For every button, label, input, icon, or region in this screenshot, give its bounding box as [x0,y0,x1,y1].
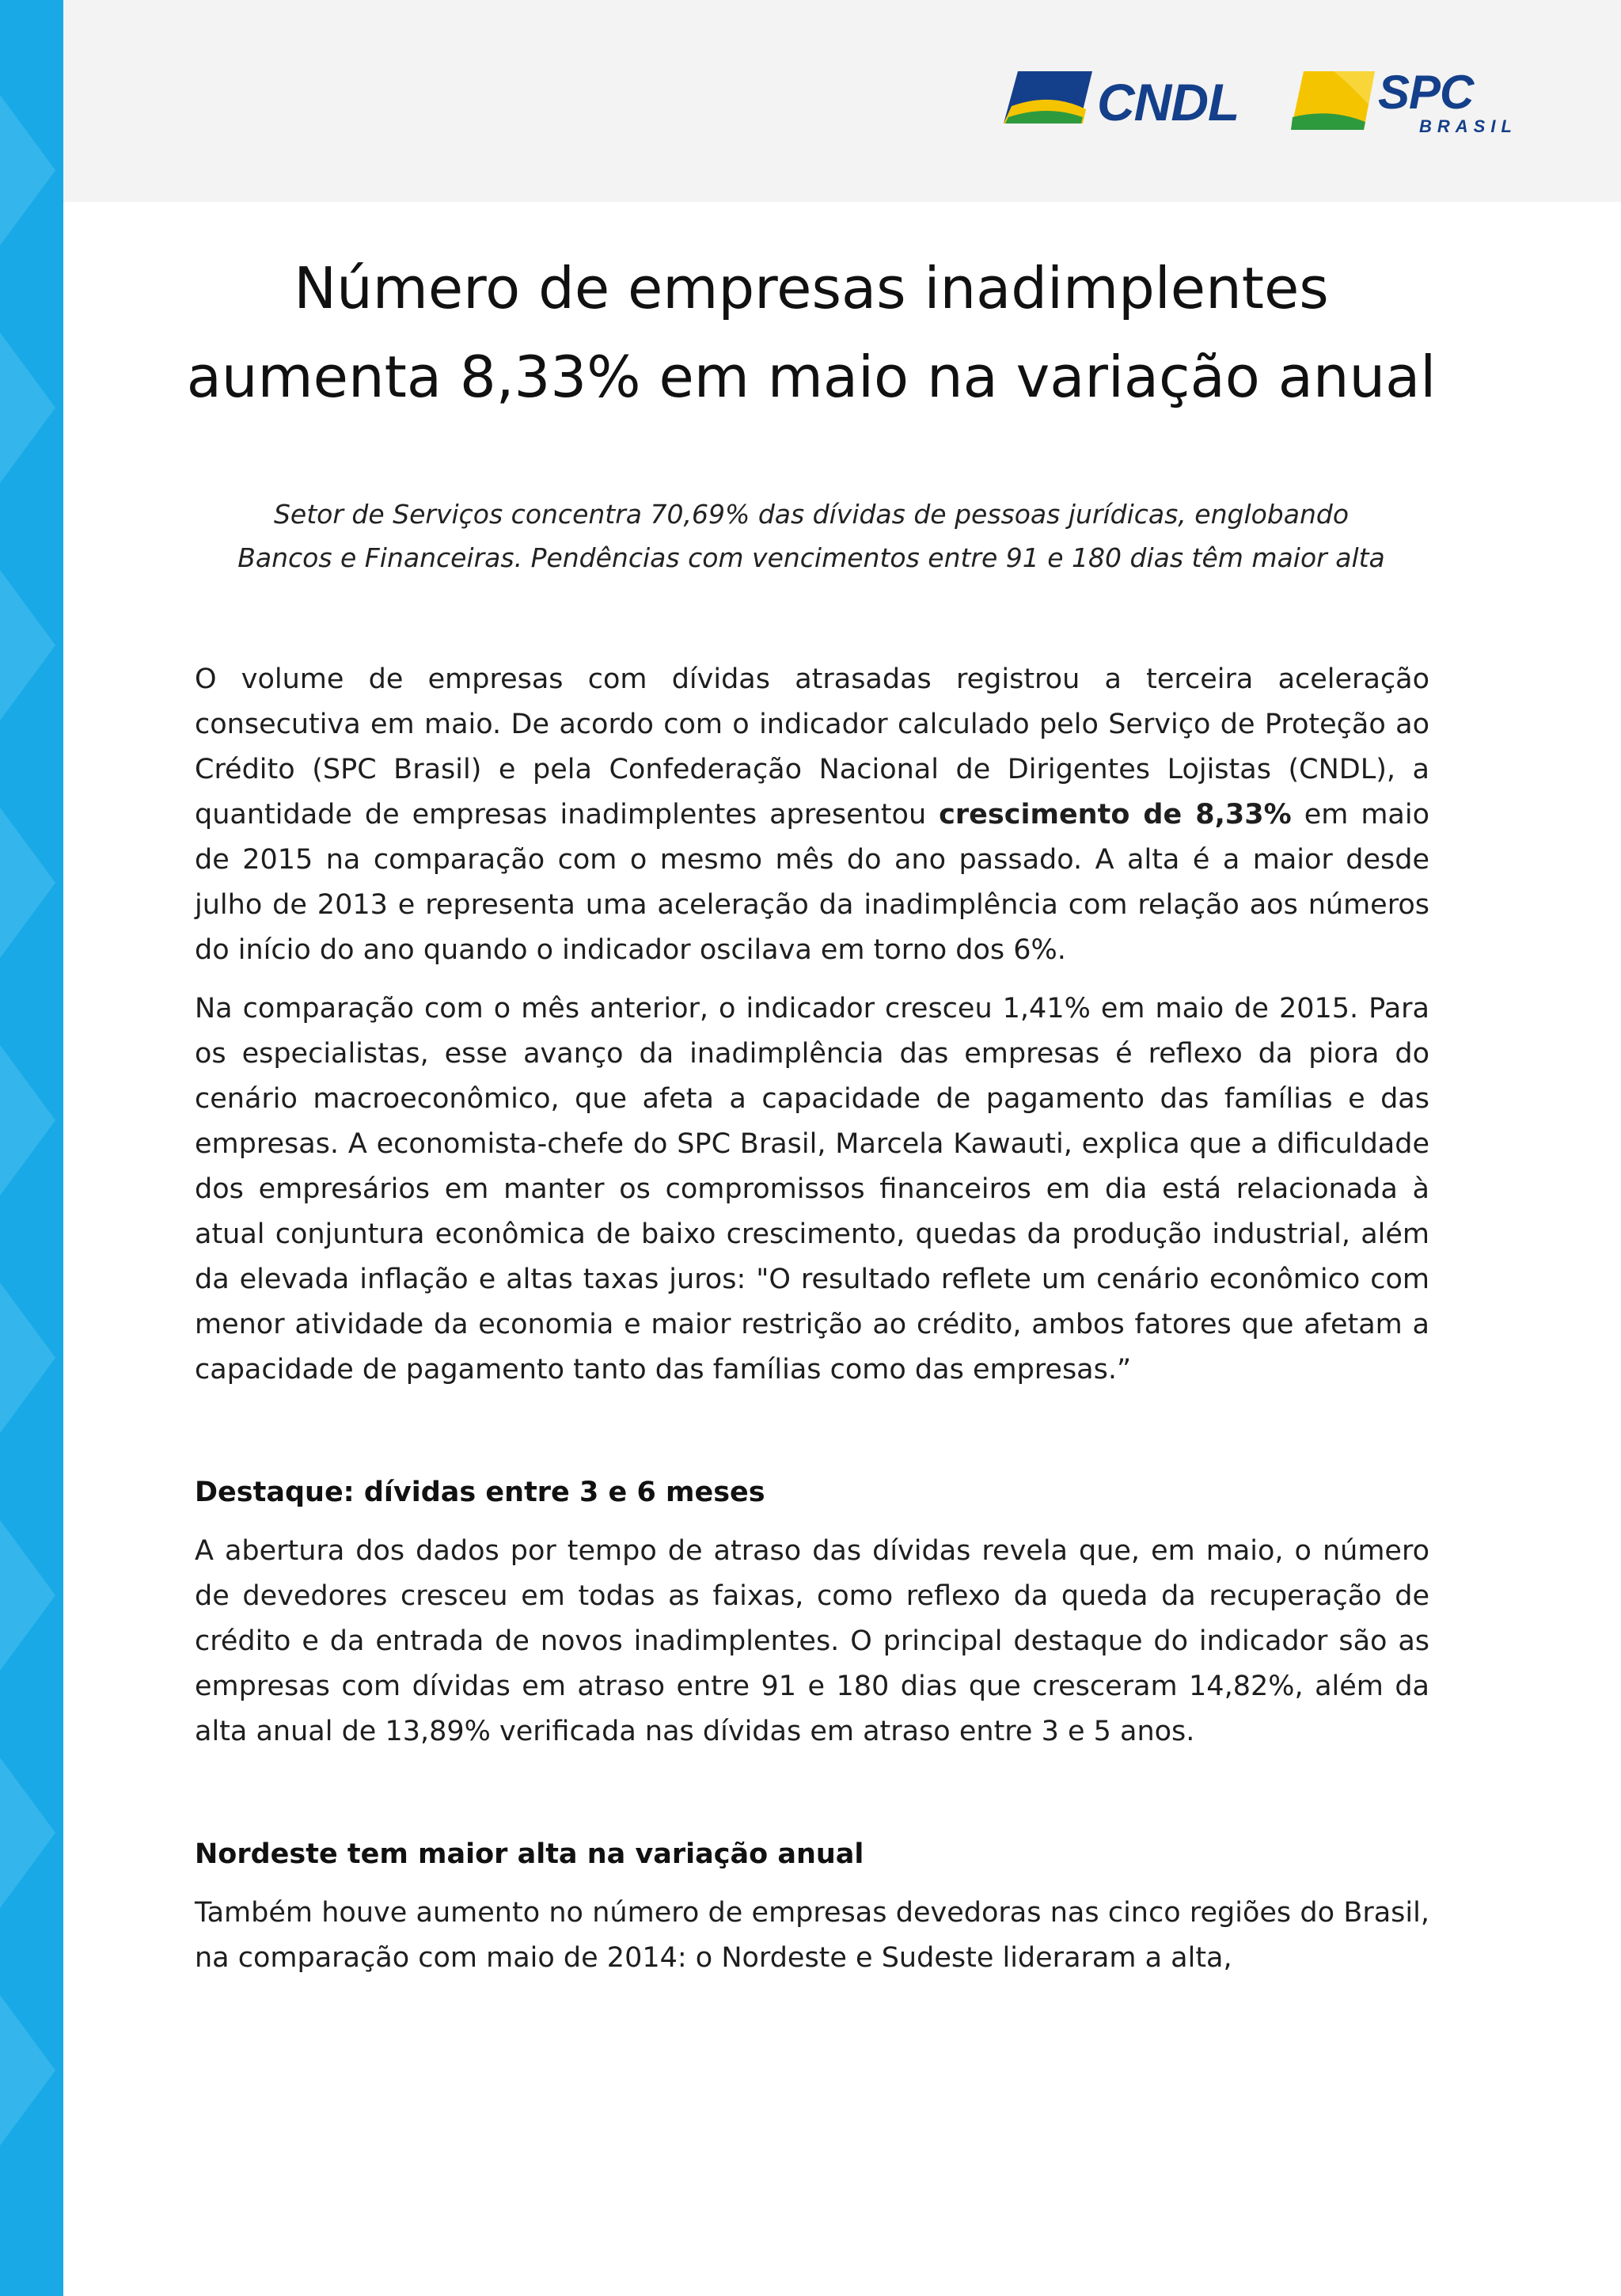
brasil-logo-text: BRASIL [1419,116,1517,136]
cndl-logo-icon [1004,68,1092,136]
paragraph-3: A abertura dos dados por tempo de atraso das dívidas revela que, em maio, o número de devedores cresceu em todas as faixas, como reflexo da queda da recuperação de crédito e da entrada de novos inadimplentes. O principal destaque do indicador são as empresas com dívidas em atraso entre 91 e 180 dias que cresceram 14,82%, além da alta anual de 13,89% verificada nas dívidas em atraso entre 3 e 5 anos. [195,1535,1429,1747]
title-line-1: Número de empresas inadimplentes [294,255,1329,321]
side-decorative-stripe [0,0,63,2296]
title-line-2: aumenta 8,33% em maio na variação anual [186,344,1437,410]
spc-brasil-logo-icon [1286,68,1375,136]
cndl-logo [1004,68,1239,136]
section-heading-nordeste: Nordeste tem maior alta na variação anual [195,1838,864,1870]
document-subtitle [182,492,1441,580]
document-body [195,657,1429,1981]
paragraph-1-text-a: O volume de empresas com dívidas atrasadas registrou a terceira aceleração consecutiva em maio. De acordo com o indicador calculado pelo Serviço de Proteção ao Crédito (SPC Brasil) e pela Confederação Nacional de Dirigentes Lojistas (CNDL), a quantidade de empresas inadimplentes apresentou [195,663,1429,831]
subtitle-line-1: Setor de Serviços concentra 70,69% das dívidas de pessoas jurídicas, englobando [273,499,1350,530]
section-heading-destaque: Destaque: dívidas entre 3 e 6 meses [195,1477,765,1508]
subtitle-line-2: Bancos e Financeiras. Pendências com vencimentos entre 91 e 180 dias têm maior alta [237,542,1385,573]
paragraph-1 [195,657,1429,973]
spc-brasil-logo [1286,68,1517,136]
paragraph-2: Na comparação com o mês anterior, o indicador cresceu 1,41% em maio de 2015. Para os especialistas, esse avanço da inadimplência das empresas é reflexo da piora do cenário macroeconômico, que afeta a capacidade de pagamento das famílias e das empresas. A economista-chefe do SPC Brasil, Marcela Kawauti, explica que a dificuldade dos empresários em manter os compromissos financeiros em dia está relacionada à atual conjuntura econômica de baixo crescimento, quedas da produção industrial, além da elevada inflação e altas taxas juros: "O resultado reflete um cenário econômico com menor atividade da economia e maior restrição ao crédito, ambos fatores que afetam a capacidade de pagamento tanto das famílias como das empresas.” [195,993,1429,1386]
cndl-logo-text: CNDL [1097,73,1239,131]
paragraph-1-highlight: crescimento de 8,33% [939,799,1292,831]
stripe-chevron-pattern [0,0,63,2296]
document-title [142,244,1480,421]
paragraph-4: Também houve aumento no número de empresas devedoras nas cinco regiões do Brasil, na comparação com maio de 2014: o Nordeste e Sudeste lideraram a alta, [195,1897,1429,1974]
paragraph-1-text-b: em maio de 2015 na comparação com o mesmo mês do ano passado. A alta é a maior desde julho de 2013 e representa uma aceleração da inadimplência com relação aos números do início do ano quando o indicador oscilava em torno dos 6%. [195,799,1429,966]
spc-logo-text: SPC [1378,66,1474,119]
